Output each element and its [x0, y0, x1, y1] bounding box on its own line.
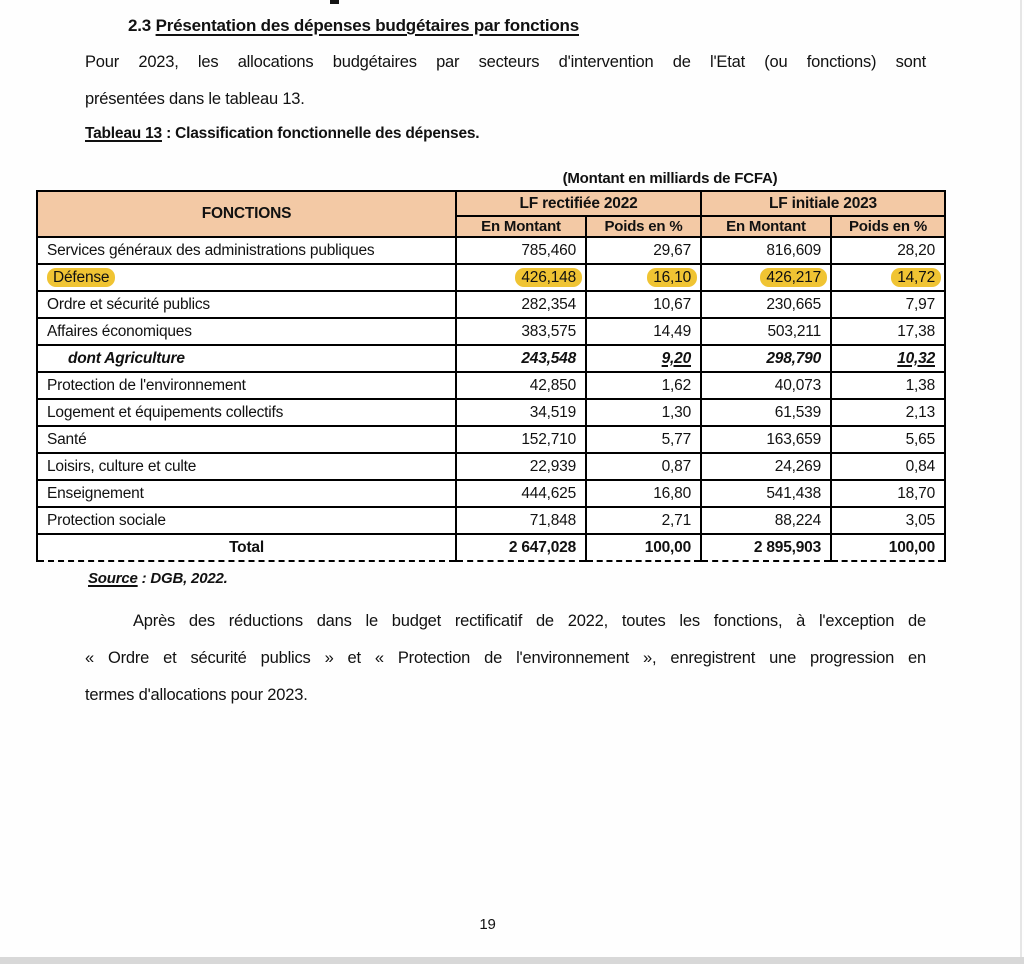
- value: 2 895,903: [753, 538, 821, 556]
- value-cell: [456, 453, 586, 480]
- value-cell: [701, 345, 831, 372]
- value-cell: [456, 264, 586, 291]
- value: 5,77: [661, 430, 691, 448]
- table-row: [37, 480, 945, 507]
- value-cell: [456, 372, 586, 399]
- value-cell: [586, 534, 701, 561]
- table-row: [37, 264, 945, 291]
- col-group-lf-initiale-2023: LF initiale 2023: [701, 191, 945, 216]
- scan-artifact-mark: [330, 0, 339, 4]
- source-note: [88, 570, 1024, 587]
- value-cell: [586, 318, 701, 345]
- page-number: 19: [479, 916, 496, 933]
- function-name: Enseignement: [47, 484, 144, 502]
- table-caption-text: : Classification fonctionnelle des dépenses.: [161, 125, 480, 142]
- paragraph-line: termes d'allocations pour 2023.: [85, 686, 308, 704]
- value-cell: [701, 237, 831, 264]
- value: 7,97: [905, 295, 935, 313]
- value: 88,224: [774, 511, 821, 529]
- scan-page-right-edge: [1020, 0, 1022, 964]
- paragraph-line: présentées dans le tableau 13.: [85, 90, 305, 108]
- source-label: Source: [88, 570, 138, 587]
- function-name-cell: [37, 426, 456, 453]
- value: 71,848: [529, 511, 576, 529]
- value-cell: [456, 318, 586, 345]
- value-cell: [831, 237, 945, 264]
- value: 816,609: [766, 241, 821, 259]
- value: 18,70: [897, 484, 935, 502]
- value-cell: [701, 426, 831, 453]
- value: 383,575: [521, 322, 576, 340]
- value: 9,20: [661, 349, 691, 367]
- value-cell: [586, 453, 701, 480]
- unit-note: (Montant en milliards de FCFA): [562, 170, 778, 187]
- col-header-fonctions: FONCTIONS: [37, 191, 456, 237]
- value: 0,84: [905, 457, 935, 475]
- value: 1,38: [905, 376, 935, 394]
- value-cell: [456, 426, 586, 453]
- value-cell: [701, 264, 831, 291]
- value-cell: [586, 399, 701, 426]
- value: 40,073: [774, 376, 821, 394]
- value-cell: [456, 345, 586, 372]
- value-cell: [456, 480, 586, 507]
- value-cell: [586, 291, 701, 318]
- col-header-montant-2022: En Montant: [456, 216, 586, 237]
- value: 100,00: [888, 538, 935, 556]
- function-name: Logement et équipements collectifs: [47, 403, 284, 421]
- value-cell: [701, 372, 831, 399]
- value: 2 647,028: [508, 538, 576, 556]
- value: 1,30: [661, 403, 691, 421]
- table-caption: [85, 125, 1024, 143]
- table-header-row-groups: [37, 191, 945, 216]
- value: 243,548: [521, 349, 576, 367]
- paragraph-line: Après des réductions dans le budget rectificatif de 2022, toutes les fonctions, à l'exception de: [133, 612, 926, 630]
- value: 1,62: [661, 376, 691, 394]
- value: 14,49: [653, 322, 691, 340]
- source-text: : DGB, 2022.: [137, 570, 228, 587]
- value-cell: [831, 318, 945, 345]
- value: 2,71: [661, 511, 691, 529]
- value-cell: [831, 480, 945, 507]
- value: 426,217: [760, 268, 827, 287]
- function-name-cell: [37, 345, 456, 372]
- value: 17,38: [897, 322, 935, 340]
- value-cell: [831, 534, 945, 561]
- value: 100,00: [644, 538, 691, 556]
- paragraph-line: Pour 2023, les allocations budgétaires par secteurs d'intervention de l'Etat (ou fonctions) sont: [85, 53, 926, 71]
- table-row: [37, 318, 945, 345]
- value: 0,87: [661, 457, 691, 475]
- function-name-cell: [37, 237, 456, 264]
- function-name-cell: [37, 480, 456, 507]
- function-name: Protection de l'environnement: [47, 376, 246, 394]
- value: 152,710: [521, 430, 576, 448]
- value: 29,67: [653, 241, 691, 259]
- function-name-cell: [37, 318, 456, 345]
- value-cell: [831, 426, 945, 453]
- section-number: 2.3: [128, 16, 152, 35]
- table-row: [37, 507, 945, 534]
- col-header-poids-2023: Poids en %: [831, 216, 945, 237]
- function-name-cell: [37, 291, 456, 318]
- function-name-cell: [37, 399, 456, 426]
- value-cell: [831, 453, 945, 480]
- value: 34,519: [529, 403, 576, 421]
- intro-paragraph: [85, 44, 926, 118]
- section-title: Présentation des dépenses budgétaires par fonctions: [155, 16, 579, 35]
- function-name: Santé: [47, 430, 87, 448]
- col-header-poids-2022: Poids en %: [586, 216, 701, 237]
- value-cell: [586, 237, 701, 264]
- value: 22,939: [529, 457, 576, 475]
- function-name-cell: [37, 507, 456, 534]
- value: 2,13: [905, 403, 935, 421]
- table-row: [37, 372, 945, 399]
- value-cell: [701, 534, 831, 561]
- value-cell: [586, 426, 701, 453]
- value: 5,65: [905, 430, 935, 448]
- value-cell: [456, 237, 586, 264]
- function-name: Protection sociale: [47, 511, 166, 529]
- value: 14,72: [891, 268, 941, 287]
- function-name: Affaires économiques: [47, 322, 192, 340]
- value: 503,211: [767, 322, 821, 340]
- value-cell: [586, 345, 701, 372]
- value-cell: [831, 291, 945, 318]
- value-cell: [456, 507, 586, 534]
- value-cell: [456, 534, 586, 561]
- value: 426,148: [515, 268, 582, 287]
- value-cell: [831, 264, 945, 291]
- paragraph-line: « Ordre et sécurité publics » et « Protection de l'environnement », enregistrent une progression en: [85, 649, 926, 667]
- value: 541,438: [766, 484, 821, 502]
- value-cell: [586, 507, 701, 534]
- function-name: dont Agriculture: [68, 349, 185, 367]
- function-name: Ordre et sécurité publics: [47, 295, 210, 313]
- value: 16,10: [647, 268, 697, 287]
- col-group-lf-rectifiee-2022: LF rectifiée 2022: [456, 191, 701, 216]
- conclusion-paragraph: [85, 603, 926, 714]
- value: 230,665: [766, 295, 821, 313]
- value: 16,80: [653, 484, 691, 502]
- table-row: [37, 453, 945, 480]
- function-name: Total: [229, 538, 264, 556]
- budget-table: [36, 190, 946, 562]
- value-cell: [831, 372, 945, 399]
- value-cell: [456, 291, 586, 318]
- function-name: Défense: [47, 268, 115, 287]
- function-name: Services généraux des administrations publiques: [47, 241, 375, 259]
- function-name-cell: [37, 372, 456, 399]
- value: 28,20: [897, 241, 935, 259]
- function-name-cell: [37, 453, 456, 480]
- table-row: [37, 345, 945, 372]
- value: 282,354: [521, 295, 576, 313]
- value: 3,05: [905, 511, 935, 529]
- value-cell: [586, 264, 701, 291]
- value: 163,659: [766, 430, 821, 448]
- value-cell: [701, 318, 831, 345]
- value-cell: [701, 480, 831, 507]
- value-cell: [831, 399, 945, 426]
- value-cell: [456, 399, 586, 426]
- value: 10,32: [897, 349, 935, 367]
- value: 785,460: [521, 241, 576, 259]
- table-row: [37, 426, 945, 453]
- table-row: [37, 399, 945, 426]
- value: 444,625: [521, 484, 576, 502]
- scan-page-bottom-edge: [0, 957, 1024, 964]
- table-row: [37, 237, 945, 264]
- value-cell: [831, 507, 945, 534]
- value: 42,850: [529, 376, 576, 394]
- function-name-cell: [37, 534, 456, 561]
- col-header-montant-2023: En Montant: [701, 216, 831, 237]
- value-cell: [701, 399, 831, 426]
- value: 10,67: [653, 295, 691, 313]
- value: 61,539: [774, 403, 821, 421]
- section-heading: [128, 16, 1024, 36]
- value-cell: [831, 345, 945, 372]
- value-cell: [701, 453, 831, 480]
- function-name-cell: [37, 264, 456, 291]
- table-caption-label: Tableau 13: [85, 125, 162, 142]
- value: 298,790: [766, 349, 821, 367]
- function-name: Loisirs, culture et culte: [47, 457, 197, 475]
- value-cell: [586, 480, 701, 507]
- value-cell: [701, 291, 831, 318]
- value-cell: [586, 372, 701, 399]
- table-row: [37, 291, 945, 318]
- table-total-row: [37, 534, 945, 561]
- value-cell: [701, 507, 831, 534]
- value: 24,269: [774, 457, 821, 475]
